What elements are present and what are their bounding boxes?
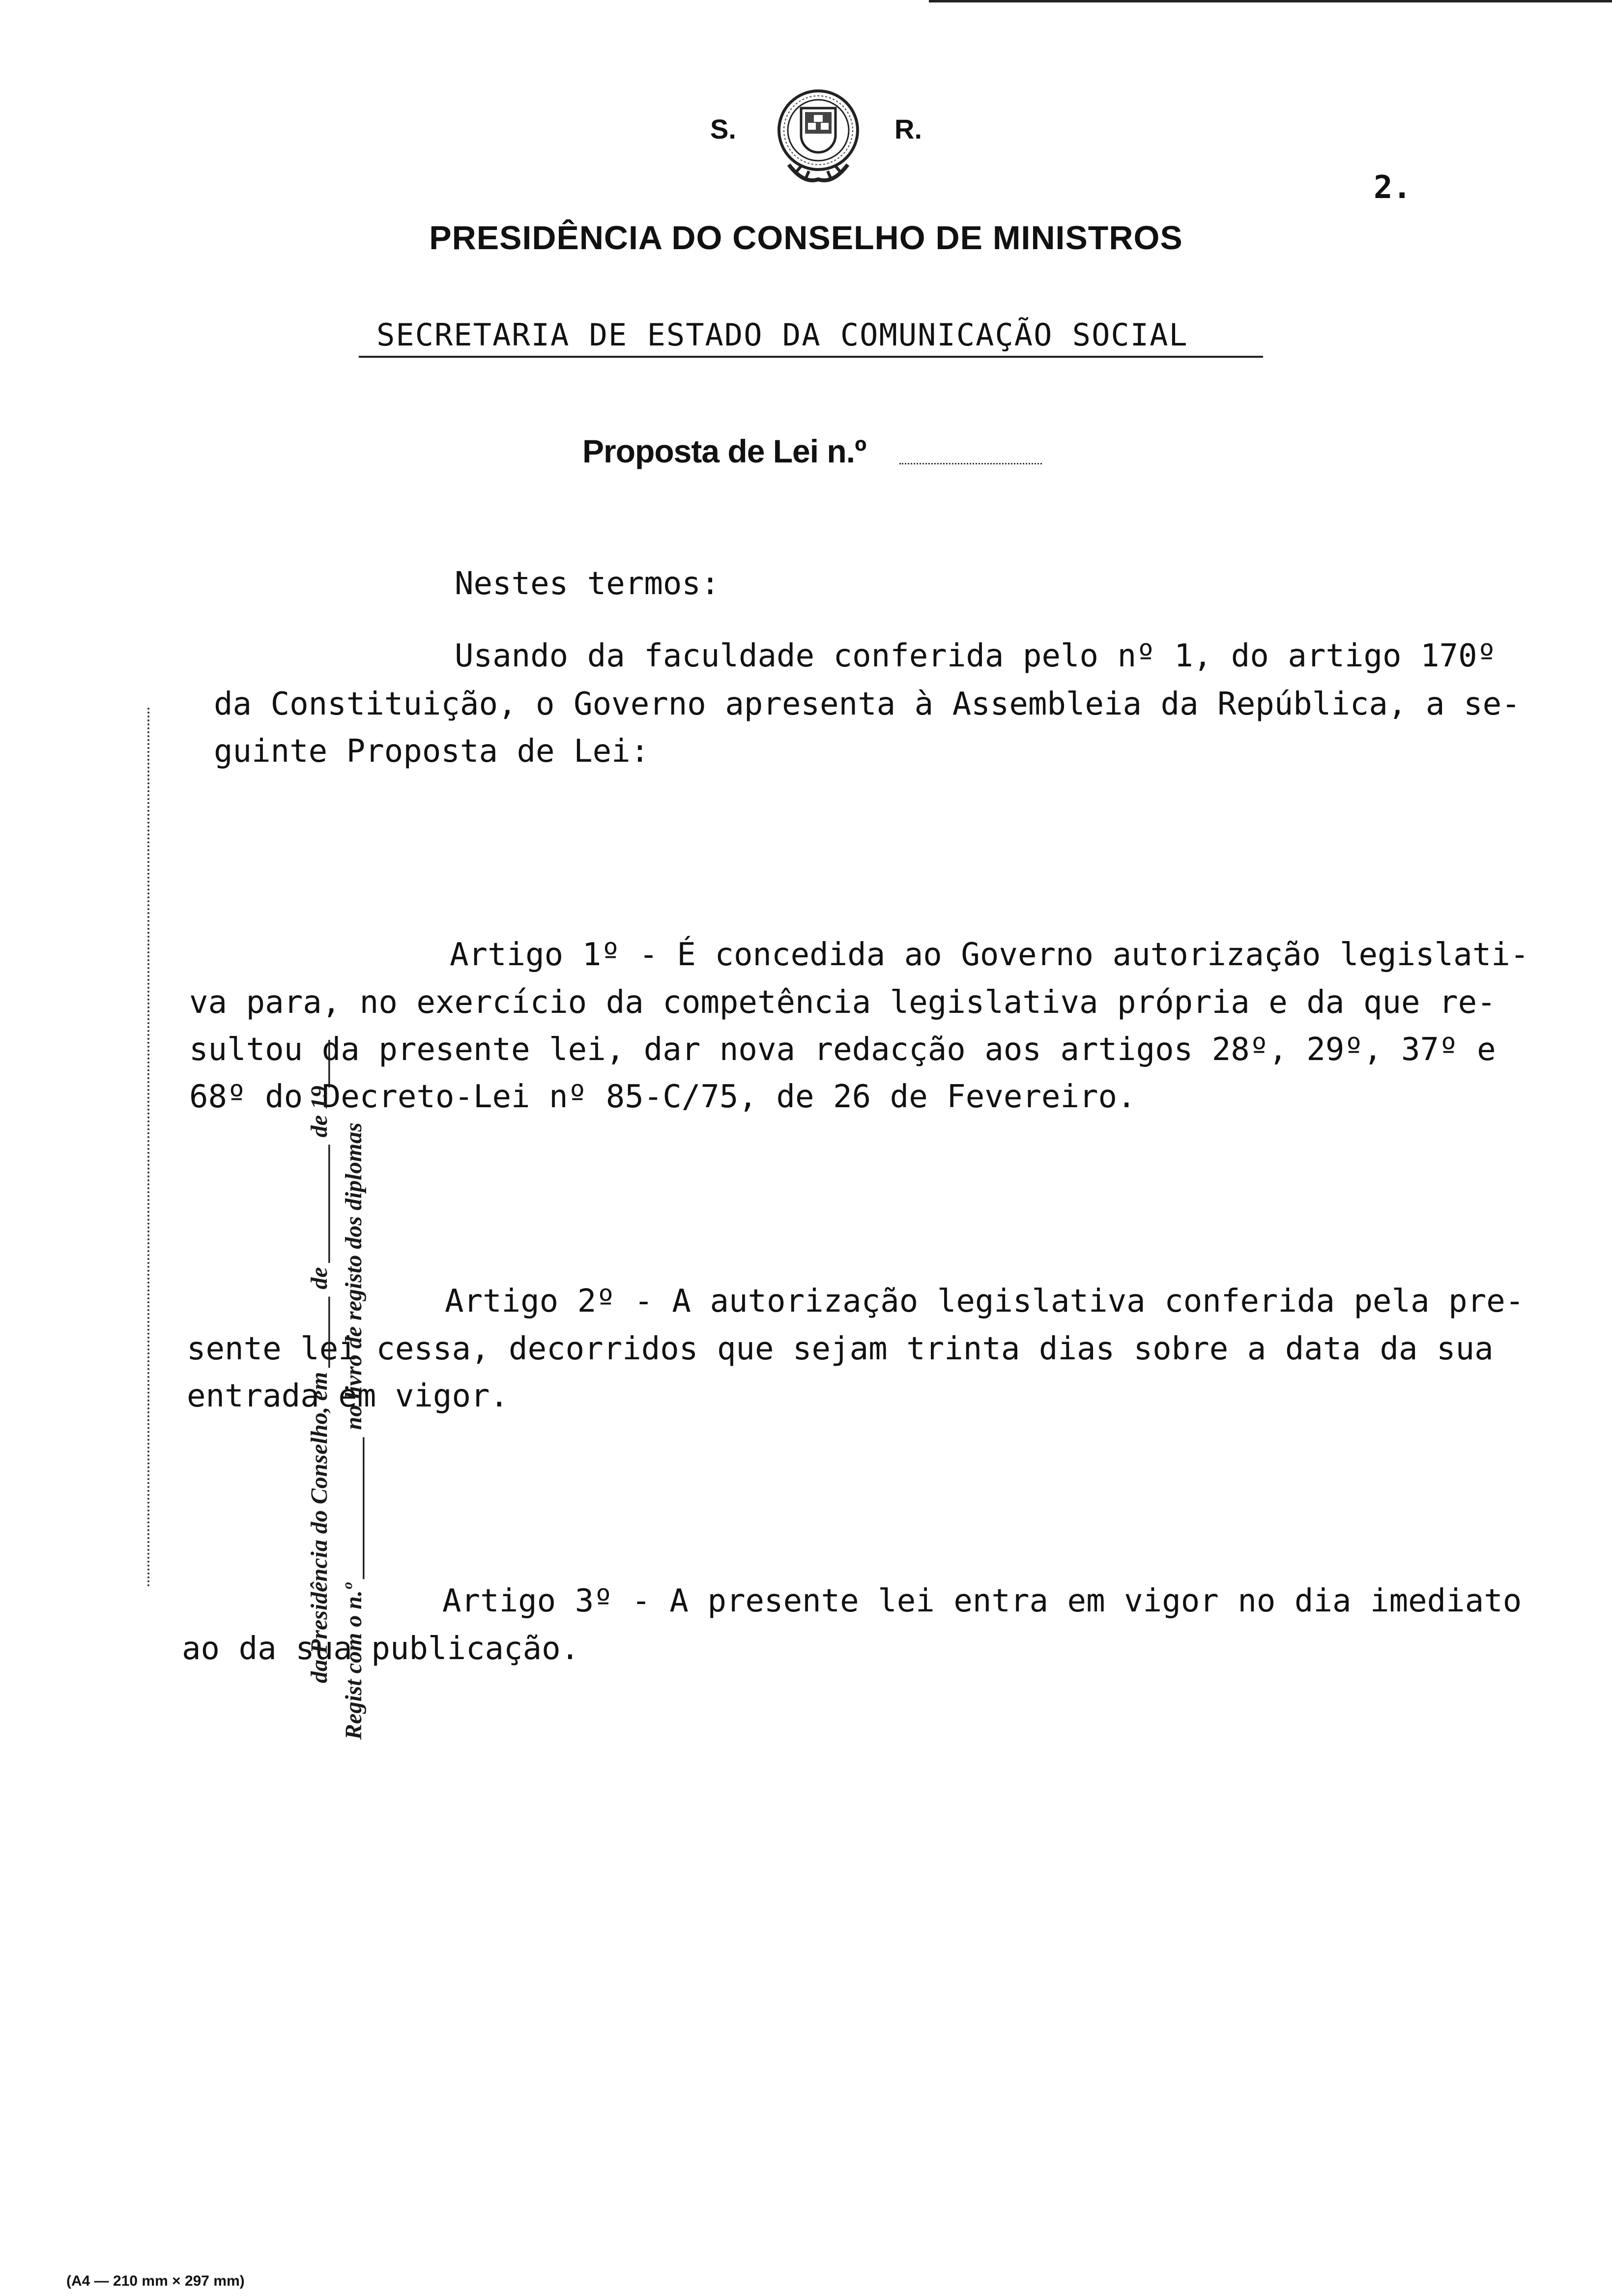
coat-of-arms-seal-icon <box>767 84 870 197</box>
department-heading-underline <box>359 317 1263 358</box>
header-r-letter: R. <box>894 114 922 144</box>
article-3-first-line: Artigo 3º - A presente lei entra em vigor no dia imediato <box>442 1583 1522 1619</box>
office-heading: PRESIDÊNCIA DO CONSELHO DE MINISTROS <box>429 219 1183 257</box>
article-2-rest: sente lei cessa, decorridos que sejam trinta dias sobre a data da sua entrada em vigor. <box>187 1331 1494 1414</box>
article-1-rest: va para, no exercício da competência legislativa própria e da que re- sultou da presente lei, dar nova redacção aos artigos 28º, 29º, 37º e 68º do Decreto-Lei nº 85-C/75, de 26 de Fevereiro. <box>189 984 1496 1115</box>
margin-dotted-rule <box>147 708 149 1587</box>
article-2-first-line: Artigo 2º - A autorização legislativa conferida pela pre- <box>445 1283 1525 1320</box>
margin-presidency-note: da Presidência do Conselho, em ______ de __________ de 19____ <box>306 1038 332 1683</box>
proposal-label: Proposta de Lei n.º <box>582 433 866 469</box>
page-number: 2. <box>1374 170 1412 206</box>
header-s-letter: S. <box>710 114 736 144</box>
top-edge-line <box>929 0 1612 2</box>
margin-registry-note: Regist com o n.º ____________ no livro de registo dos diplomas <box>341 1122 367 1740</box>
proposal-number-blank <box>899 463 1042 464</box>
preamble-rest: da Constituição, o Governo apresenta à Assembleia da República, a se- guinte Proposta de Lei: <box>214 686 1521 770</box>
article-1-first-line: Artigo 1º - É concedida ao Governo autorização legislati- <box>450 937 1529 973</box>
intro-text: Nestes termos: <box>455 566 720 602</box>
preamble-first-line: Usando da faculdade conferida pelo nº 1, do artigo 170º <box>455 638 1497 674</box>
paper-size-footer: (A4 — 210 mm × 297 mm) <box>66 2273 245 2289</box>
department-heading: SECRETARIA DE ESTADO DA COMUNICAÇÃO SOCIAL <box>376 317 1188 353</box>
article-3-rest: ao da sua publicação. <box>182 1631 580 1667</box>
